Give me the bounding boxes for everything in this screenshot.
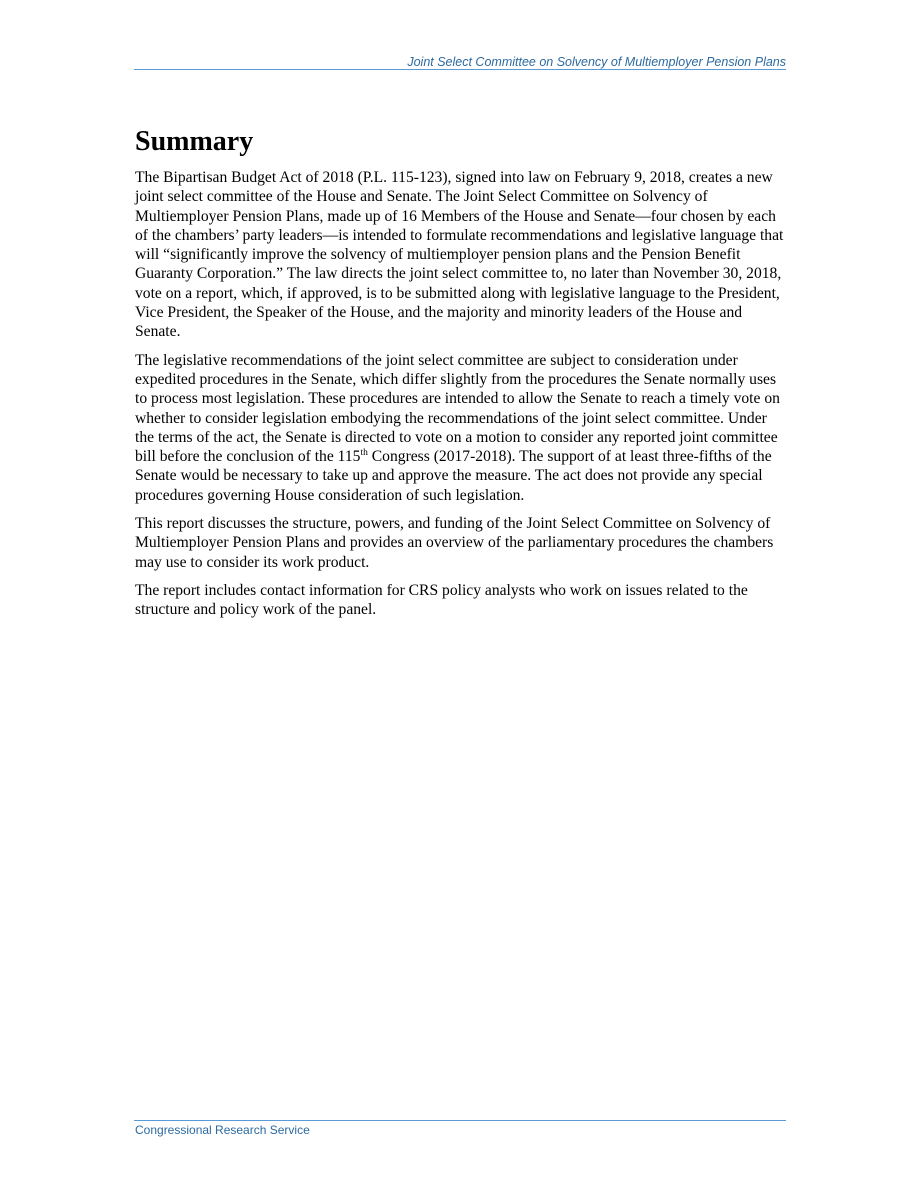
paragraph-text-after: Congress (2017-2018). The support of at least three-fifths of the Senate would be necessary to take up and approve the measure. The act does not provide any special procedures governing House consideration of such legislation.	[135, 448, 772, 504]
summary-paragraph-2	[135, 351, 787, 505]
summary-paragraph-4: The report includes contact information for CRS policy analysts who work on issues related to the structure and policy work of the panel.	[135, 581, 748, 619]
page-title: Summary	[135, 126, 254, 157]
header-divider	[134, 69, 786, 70]
ordinal-superscript: th	[360, 448, 368, 459]
running-header-title: Joint Select Committee on Solvency of Multiemployer Pension Plans	[407, 55, 786, 69]
summary-paragraph-1: The Bipartisan Budget Act of 2018 (P.L. 115-123), signed into law on February 9, 2018, creates a new joint select committee of the House and Senate. The Joint Select Committee on Solvency of Multiemployer Pension Plans, made up of 16 Members of the House and Senate—four chosen by each of the chambers’ party leaders—is intended to formulate recommendations and legislative language that will “significantly improve the solvency of multiemployer pension plans and the Pension Benefit Guaranty Corporation.” The law directs the joint select committee to, no later than November 30, 2018, vote on a report, which, if approved, is to be submitted along with legislative language to the President, Vice President, the Speaker of the House, and the majority and minority leaders of the House and Senate.	[135, 169, 784, 341]
footer-organization: Congressional Research Service	[135, 1123, 310, 1137]
paragraph-text-before: The legislative recommendations of the joint select committee are subject to consideration under expedited procedures in the Senate, which differ slightly from the procedures the Senate normally uses to process most legislation. These procedures are intended to allow the Senate to reach a timely vote on whether to consider legislation embodying the recommendations of the joint select committee. Under the terms of the act, the Senate is directed to vote on a motion to consider any reported joint committee bill before the conclusion of the 115	[135, 351, 780, 466]
summary-section	[135, 124, 787, 629]
footer-divider	[134, 1120, 786, 1121]
summary-paragraph-3: This report discusses the structure, powers, and funding of the Joint Select Committee on Solvency of Multiemployer Pension Plans and provides an overview of the parliamentary procedures the chambers may use to consider its work product.	[135, 515, 774, 571]
